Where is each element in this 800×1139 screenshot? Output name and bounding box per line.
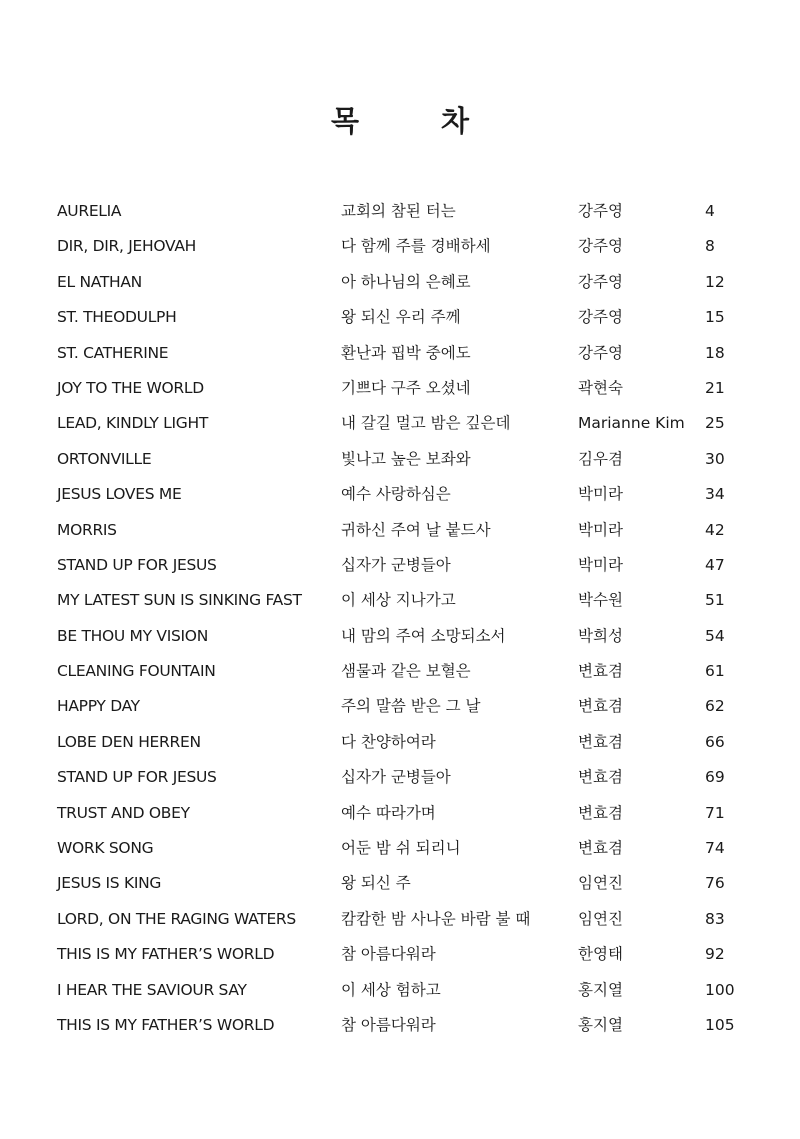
page-number: 21 — [705, 378, 725, 397]
page-number: 47 — [705, 555, 725, 574]
tune-name: STAND UP FOR JESUS — [57, 768, 217, 787]
page-number: 34 — [705, 485, 725, 504]
korean-title: 어둔 밤 쉬 되리니 — [341, 839, 461, 858]
korean-title: 예수 따라가며 — [341, 803, 436, 822]
arranger-name: 임연진 — [578, 874, 623, 893]
page-number: 42 — [705, 520, 725, 539]
korean-title: 참 아름다워라 — [341, 1015, 436, 1034]
page-number: 62 — [705, 697, 725, 716]
toc-entry — [0, 583, 800, 618]
tune-name: DIR, DIR, JEHOVAH — [57, 237, 196, 256]
tune-name: CLEANING FOUNTAIN — [57, 662, 216, 681]
table-of-contents — [0, 194, 800, 1043]
toc-entry — [0, 973, 800, 1008]
page-number: 100 — [705, 980, 735, 999]
tune-name: MY LATEST SUN IS SINKING FAST — [57, 591, 302, 610]
page-title: 목 차 — [330, 104, 506, 138]
arranger-name: 변효겸 — [578, 803, 623, 822]
korean-title: 환난과 핍박 중에도 — [341, 343, 471, 362]
toc-entry — [0, 229, 800, 264]
korean-title: 이 세상 지나가고 — [341, 591, 456, 610]
page-number: 54 — [705, 626, 725, 645]
korean-title: 주의 말씀 받은 그 날 — [341, 697, 481, 716]
tune-name: STAND UP FOR JESUS — [57, 555, 217, 574]
page-number: 105 — [705, 1015, 735, 1034]
toc-entry — [0, 513, 800, 548]
arranger-name: 박미라 — [578, 485, 623, 504]
arranger-name: 강주영 — [578, 237, 623, 256]
toc-entry — [0, 831, 800, 866]
page-number: 25 — [705, 414, 725, 433]
page-number: 30 — [705, 449, 725, 468]
tune-name: BE THOU MY VISION — [57, 626, 208, 645]
tune-name: HAPPY DAY — [57, 697, 140, 716]
arranger-name: 임연진 — [578, 909, 623, 928]
korean-title: 왕 되신 우리 주께 — [341, 308, 461, 327]
page-number: 83 — [705, 909, 725, 928]
arranger-name: 박미라 — [578, 520, 623, 539]
tune-name: JESUS LOVES ME — [57, 485, 182, 504]
arranger-name: 변효겸 — [578, 768, 623, 787]
korean-title: 십자가 군병들아 — [341, 555, 451, 574]
tune-name: MORRIS — [57, 520, 117, 539]
toc-entry — [0, 654, 800, 689]
korean-title: 다 찬양하여라 — [341, 732, 436, 751]
page-number: 74 — [705, 839, 725, 858]
tune-name: JESUS IS KING — [57, 874, 162, 893]
tune-name: AURELIA — [57, 202, 122, 220]
korean-title: 참 아름다워라 — [341, 945, 436, 964]
arranger-name: Marianne Kim — [578, 414, 685, 433]
korean-title: 빛나고 높은 보좌와 — [341, 449, 471, 468]
tune-name: LOBE DEN HERREN — [57, 732, 201, 751]
page-number: 15 — [705, 308, 725, 327]
tune-name: ST. CATHERINE — [57, 343, 169, 362]
toc-entry — [0, 796, 800, 831]
tune-name: ST. THEODULPH — [57, 308, 177, 327]
page-number: 69 — [705, 768, 725, 787]
arranger-name: 변효겸 — [578, 662, 623, 681]
toc-entry — [0, 689, 800, 724]
toc-entry — [0, 866, 800, 901]
arranger-name: 홍지열 — [578, 1015, 623, 1034]
tune-name: ORTONVILLE — [57, 449, 152, 468]
page-number: 76 — [705, 874, 725, 893]
toc-entry — [0, 725, 800, 760]
korean-title: 이 세상 험하고 — [341, 980, 441, 999]
toc-entry — [0, 619, 800, 654]
toc-entry — [0, 1008, 800, 1043]
toc-entry — [0, 477, 800, 512]
page-number: 66 — [705, 732, 725, 751]
arranger-name: 강주영 — [578, 308, 623, 327]
toc-entry — [0, 548, 800, 583]
tune-name: JOY TO THE WORLD — [57, 378, 204, 397]
toc-entry — [0, 760, 800, 795]
arranger-name: 변효겸 — [578, 697, 623, 716]
page-number: 8 — [705, 237, 715, 256]
korean-title: 귀하신 주여 날 붙드사 — [341, 520, 491, 539]
arranger-name: 한영태 — [578, 945, 623, 964]
korean-title: 내 갈길 멀고 밤은 깊은데 — [341, 414, 511, 433]
arranger-name: 박미라 — [578, 555, 623, 574]
tune-name: TRUST AND OBEY — [57, 803, 190, 822]
tune-name: WORK SONG — [57, 839, 154, 858]
toc-entry — [0, 265, 800, 300]
korean-title: 아 하나님의 은혜로 — [341, 272, 471, 291]
page-number: 4 — [705, 202, 715, 220]
arranger-name: 강주영 — [578, 343, 623, 362]
korean-title: 내 맘의 주여 소망되소서 — [341, 626, 506, 645]
tune-name: THIS IS MY FATHER’S WORLD — [57, 945, 275, 964]
page-number: 12 — [705, 272, 725, 291]
toc-entry — [0, 371, 800, 406]
korean-title: 기쁘다 구주 오셨네 — [341, 378, 471, 397]
arranger-name: 김우겸 — [578, 449, 623, 468]
korean-title: 십자가 군병들아 — [341, 768, 451, 787]
arranger-name: 박희성 — [578, 626, 623, 645]
page-number: 18 — [705, 343, 725, 362]
korean-title: 샘물과 같은 보혈은 — [341, 662, 471, 681]
korean-title: 다 함께 주를 경배하세 — [341, 237, 491, 256]
toc-entry — [0, 194, 800, 229]
toc-entry — [0, 406, 800, 441]
arranger-name: 강주영 — [578, 202, 623, 220]
korean-title: 교회의 참된 터는 — [341, 202, 456, 220]
tune-name: LORD, ON THE RAGING WATERS — [57, 909, 296, 928]
korean-title: 왕 되신 주 — [341, 874, 411, 893]
toc-entry — [0, 442, 800, 477]
korean-title: 캄캄한 밤 사나운 바람 불 때 — [341, 909, 531, 928]
toc-entry — [0, 937, 800, 972]
page-number: 51 — [705, 591, 725, 610]
tune-name: LEAD, KINDLY LIGHT — [57, 414, 209, 433]
arranger-name: 박수원 — [578, 591, 623, 610]
tune-name: I HEAR THE SAVIOUR SAY — [57, 980, 247, 999]
arranger-name: 변효겸 — [578, 839, 623, 858]
arranger-name: 홍지열 — [578, 980, 623, 999]
arranger-name: 변효겸 — [578, 732, 623, 751]
tune-name: EL NATHAN — [57, 272, 142, 291]
toc-entry — [0, 336, 800, 371]
korean-title: 예수 사랑하심은 — [341, 485, 451, 504]
page-number: 92 — [705, 945, 725, 964]
page-number: 61 — [705, 662, 725, 681]
toc-entry — [0, 300, 800, 335]
toc-entry — [0, 902, 800, 937]
tune-name: THIS IS MY FATHER’S WORLD — [57, 1015, 275, 1034]
arranger-name: 곽현숙 — [578, 378, 623, 397]
arranger-name: 강주영 — [578, 272, 623, 291]
page-number: 71 — [705, 803, 725, 822]
